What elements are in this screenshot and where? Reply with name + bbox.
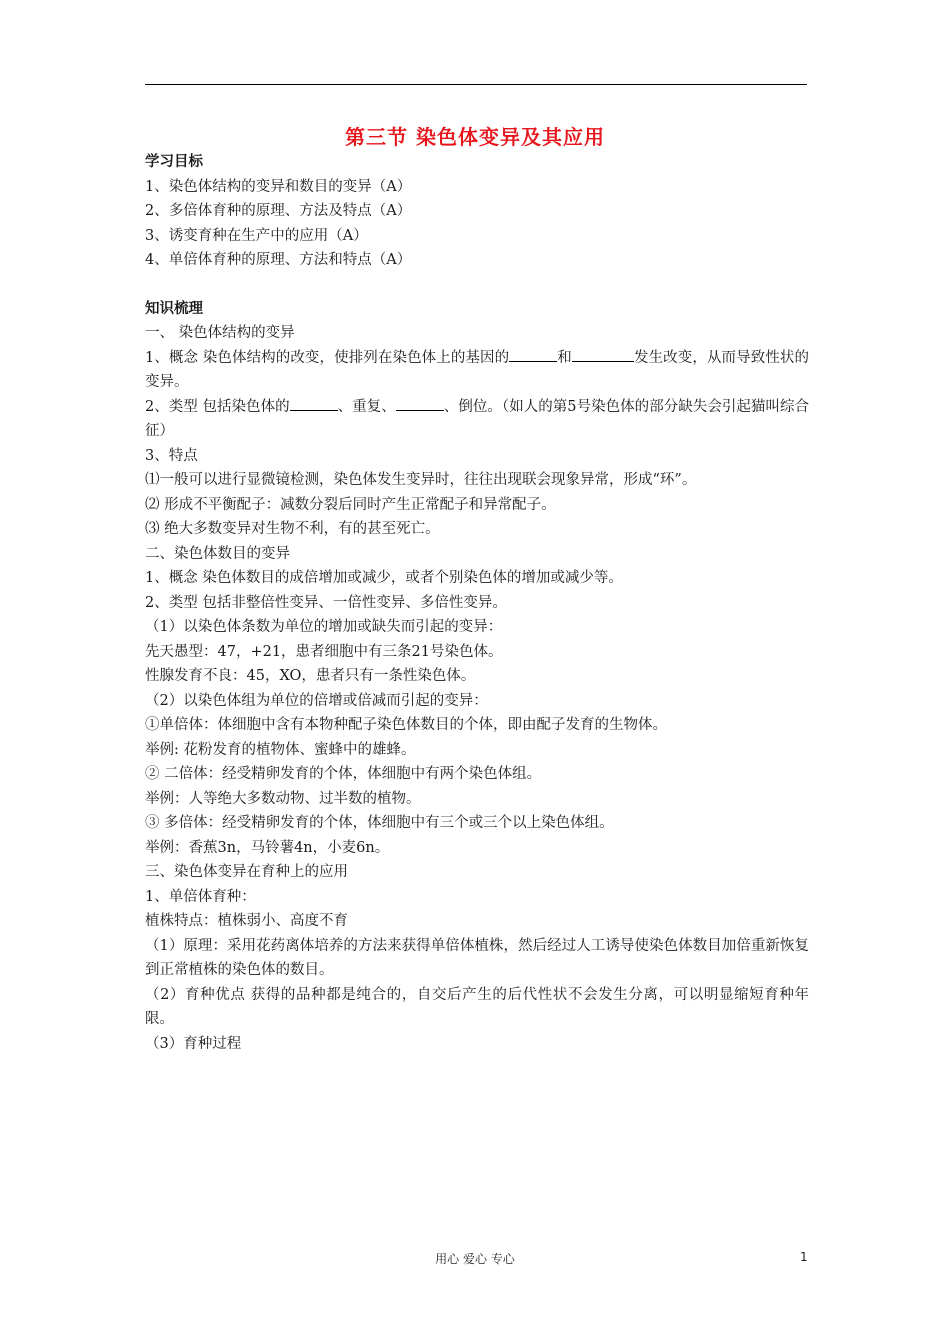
section-title: 二、染色体数目的变异 bbox=[145, 545, 290, 562]
paragraph: 举例：香蕉3n，马铃薯4n，小麦6n。 bbox=[145, 839, 390, 856]
paragraph: （1）原理：采用花药离体培养的方法来获得单倍体植株，然后经过人工诱导使染色体数目加倍重新恢复到正常植株的染色体的数目。 bbox=[145, 937, 809, 978]
paragraph: （1）以染色体条数为单位的增加或缺失而引起的变异： bbox=[145, 619, 503, 635]
goal-item: 3、诱变育种在生产中的应用（A） bbox=[145, 227, 368, 244]
paragraph: 3、特点 bbox=[145, 447, 198, 464]
paragraph: （2）以染色体组为单位的倍增或倍减而引起的变异： bbox=[145, 692, 488, 709]
paragraph: 2、类型 包括非整倍性变异、一倍性变异、多倍性变异。 bbox=[145, 594, 507, 611]
paragraph: ⑶ 绝大多数变异对生物不利，有的甚至死亡。 bbox=[145, 521, 440, 537]
fill-blank[interactable] bbox=[572, 347, 634, 362]
paragraph: 植株特点：植株弱小、高度不育 bbox=[145, 913, 348, 929]
goal-item: 2、多倍体育种的原理、方法及特点（A） bbox=[145, 203, 412, 219]
paragraph: 先天愚型：47，+21，患者细胞中有三条21号染色体。 bbox=[145, 643, 503, 660]
paragraph: ③ 多倍体：经受精卵发育的个体，体细胞中有三个或三个以上染色体组。 bbox=[145, 815, 614, 831]
footer-motto: 用心 爱心 专心 bbox=[435, 1252, 515, 1266]
paragraph: （2）育种优点 获得的品种都是纯合的，自交后产生的后代性状不会发生分离，可以明显缩短育种年限。 bbox=[145, 986, 809, 1027]
goal-item: 1、染色体结构的变异和数目的变异（A） bbox=[145, 178, 412, 195]
section-title: 一、 染色体结构的变异 bbox=[145, 325, 295, 341]
goals-heading: 学习目标 bbox=[145, 154, 203, 170]
fill-blank[interactable] bbox=[290, 396, 338, 411]
paragraph: （3）育种过程 bbox=[145, 1035, 242, 1052]
knowledge-heading: 知识梳理 bbox=[145, 300, 203, 317]
paragraph: ①单倍体：体细胞中含有本物种配子染色体数目的个体，即由配子发育的生物体。 bbox=[145, 717, 667, 733]
page-number: 1 bbox=[800, 1250, 808, 1264]
fill-blank[interactable] bbox=[509, 347, 557, 362]
paragraph: 举例: 花粉发育的植物体、蜜蜂中的雄蜂。 bbox=[145, 741, 416, 758]
goal-item: 4、单倍体育种的原理、方法和特点（A） bbox=[145, 252, 412, 268]
fill-blank[interactable] bbox=[396, 396, 444, 411]
header-rule bbox=[145, 84, 807, 85]
paragraph: ② 二倍体：经受精卵发育的个体，体细胞中有两个染色体组。 bbox=[145, 766, 542, 782]
paragraph: ⑵ 形成不平衡配子：减数分裂后同时产生正常配子和异常配子。 bbox=[145, 496, 556, 513]
paragraph: 性腺发育不良：45，XO，患者只有一条性染色体。 bbox=[145, 668, 476, 684]
paragraph: 举例：人等绝大多数动物、过半数的植物。 bbox=[145, 790, 421, 807]
page-title: 第三节 染色体变异及其应用 bbox=[345, 125, 605, 149]
paragraph-concept: 1、概念 染色体结构的改变，使排列在染色体上的基因的 和 发生改变，从而导致性状的变异。 bbox=[145, 346, 809, 395]
section-title: 三、染色体变异在育种上的应用 bbox=[145, 864, 348, 880]
paragraph-type: 2、类型 包括染色体的 、重复、 、倒位。（如人的第5号染色体的部分缺失会引起猫叫综合征） bbox=[145, 395, 809, 444]
document-body bbox=[145, 150, 809, 1056]
paragraph: 1、概念 染色体数目的成倍增加或减少，或者个别染色体的增加或减少等。 bbox=[145, 570, 623, 586]
paragraph: 1、单倍体育种： bbox=[145, 888, 256, 905]
paragraph: ⑴一般可以进行显微镜检测，染色体发生变异时，往往出现联会现象异常，形成“环”。 bbox=[145, 472, 697, 488]
